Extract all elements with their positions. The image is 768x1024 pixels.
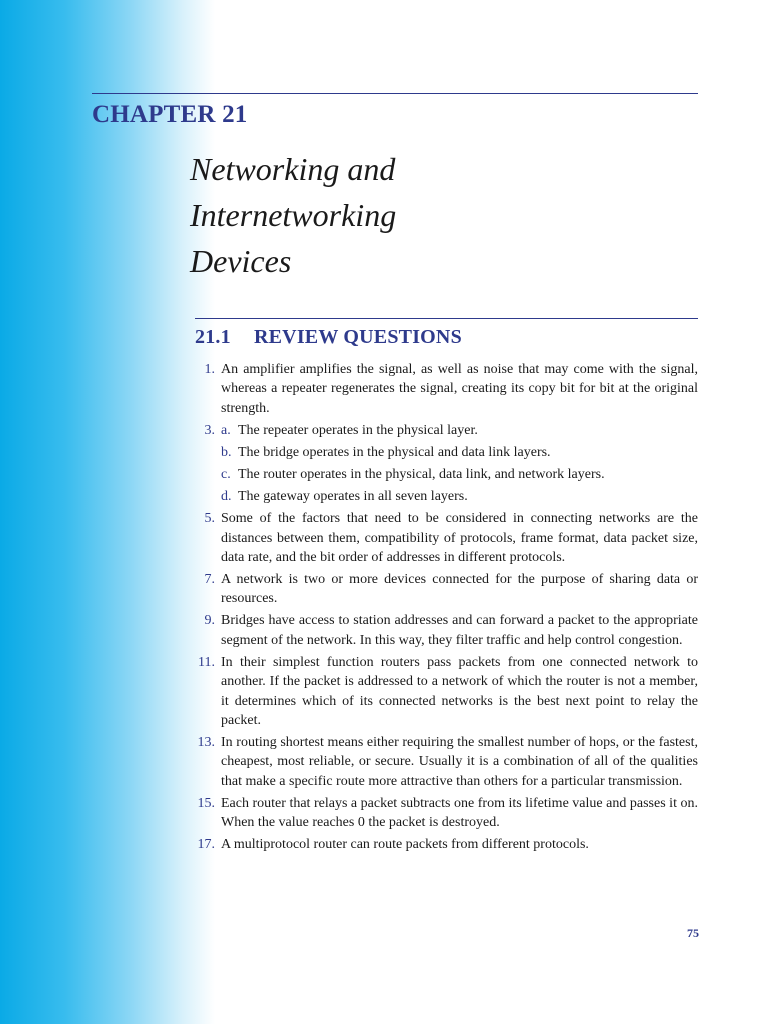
- chapter-top-rule: [92, 93, 698, 94]
- question-number: 3.: [204, 423, 215, 439]
- question-number: 17.: [197, 837, 215, 853]
- question-number: 13.: [197, 735, 215, 751]
- question-item: [195, 421, 698, 506]
- question-answer: Bridges have access to station addresses and can forward a packet to the appropriate segment of the network. In this way, they filter traffic and help control congestion.: [221, 613, 698, 648]
- question-answer: An amplifier amplifies the signal, as well as noise that may come with the signal, whereas a repeater regenerates the signal, creating its copy bit for bit at the original strength.: [221, 362, 698, 416]
- question-answer: In routing shortest means either requiring the smallest number of hops, or the fastest, cheapest, most reliable, or secure. Usually it is a combination of all of the qualities that make a specific route more attractive than others for a particular transmission.: [221, 735, 698, 789]
- question-number: 9.: [204, 613, 215, 629]
- sub-answer-text: The router operates in the physical, data link, and network layers.: [238, 467, 605, 483]
- question-number: 1.: [204, 362, 215, 377]
- question-answer: Each router that relays a packet subtracts one from its lifetime value and passes it on. When the value reaches 0 the packet is destroyed.: [221, 795, 698, 831]
- question-item: [195, 611, 698, 650]
- sub-answer-item: [221, 465, 698, 484]
- question-item: [195, 653, 698, 731]
- question-answer: Some of the factors that need to be considered in connecting networks are the distances between them, compatibility of protocols, frame format, data packet size, data rate, and the bit order of addresses in different protocols.: [221, 511, 698, 566]
- sub-answer-text: The repeater operates in the physical layer.: [238, 423, 478, 439]
- review-questions-list: [195, 360, 698, 857]
- question-number: 5.: [204, 511, 215, 527]
- page-number: 75: [687, 926, 699, 940]
- chapter-title-line: Networking and: [190, 151, 396, 187]
- sub-answer-item: [221, 421, 698, 440]
- question-item: [195, 733, 698, 791]
- question-item: [195, 794, 698, 833]
- sub-answer-label: a.: [221, 423, 231, 439]
- sub-answer-label: c.: [221, 467, 231, 483]
- sub-answer-list: [221, 421, 698, 506]
- question-number: 15.: [197, 795, 215, 811]
- question-number: 7.: [204, 572, 215, 588]
- question-answer: A network is two or more devices connected for the purpose of sharing data or resources.: [221, 572, 698, 607]
- section-rule: [195, 318, 698, 319]
- chapter-title-line: Devices: [190, 243, 292, 279]
- chapter-label: CHAPTER 21: [92, 101, 248, 128]
- sub-answer-item: [221, 487, 698, 506]
- question-item: [195, 570, 698, 609]
- section-title: REVIEW QUESTIONS: [254, 326, 462, 348]
- sub-answer-text: The bridge operates in the physical and data link layers.: [238, 445, 551, 461]
- question-item: [195, 835, 698, 854]
- question-item: [195, 360, 698, 418]
- question-answer: A multiprotocol router can route packets from different protocols.: [221, 837, 589, 853]
- sub-answer-label: d.: [221, 489, 232, 505]
- chapter-title-line: Internetworking: [190, 197, 397, 233]
- question-item: [195, 509, 698, 567]
- sub-answer-text: The gateway operates in all seven layers.: [238, 489, 468, 505]
- sub-answer-item: [221, 443, 698, 462]
- question-number: 11.: [198, 654, 215, 670]
- question-answer: In their simplest function routers pass packets from one connected network to another. If the packet is addressed to a network of which the router is not a member, it determines which of its connected networks is the best next point to relay the packet.: [221, 654, 698, 729]
- section-heading: [195, 326, 462, 349]
- section-number: 21.1: [195, 326, 231, 348]
- chapter-title: [190, 146, 396, 284]
- decorative-side-band: [0, 0, 215, 1024]
- sub-answer-label: b.: [221, 445, 232, 461]
